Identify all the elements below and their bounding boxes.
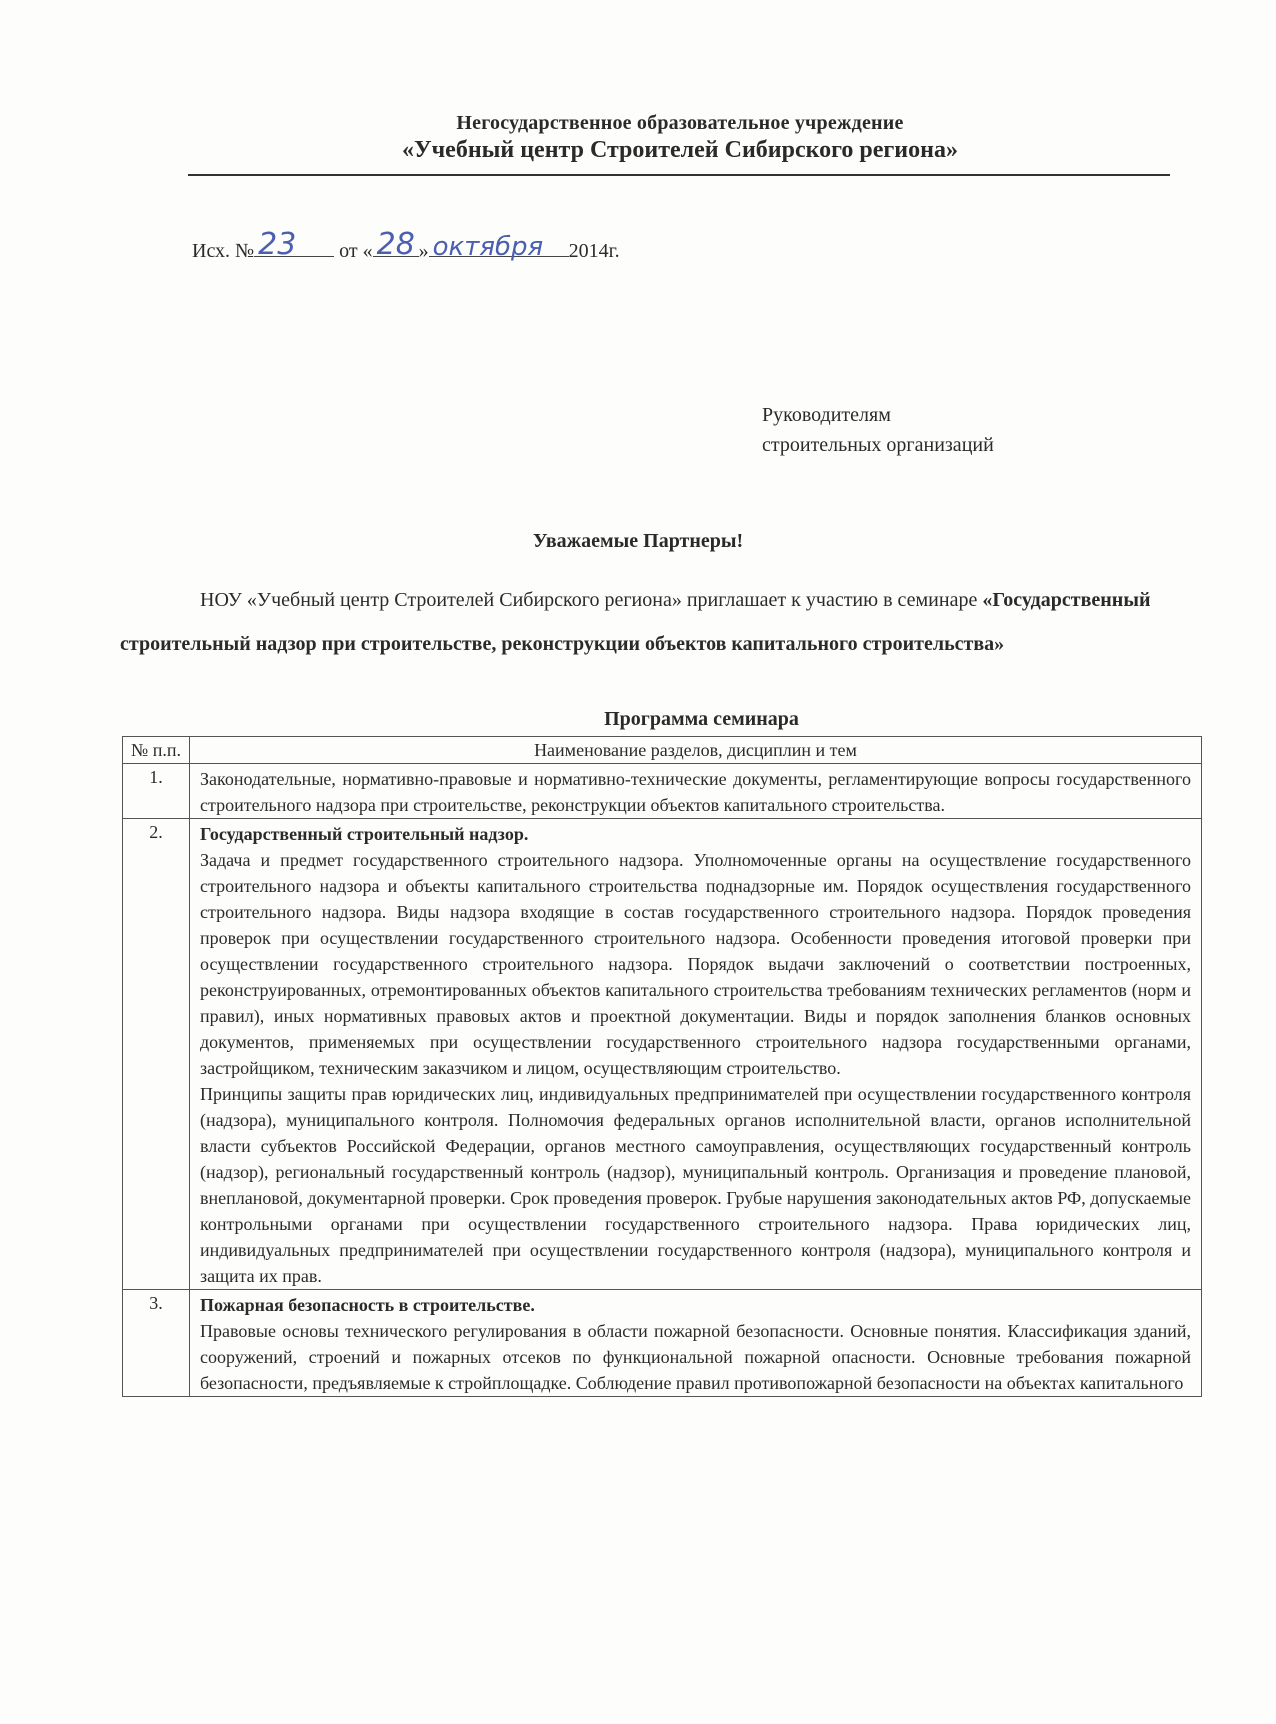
section-paragraph: Задача и предмет государственного строительного надзора. Уполномоченные органы на осуществление государственного строительного надзора и объекты капитального строительства поднадзорные им. Порядок осуществления государственного строительного надзора. Виды надзора входящие в состав государственного строительного надзора. Порядок проведения проверок при осуществлении государственного строительного надзора. Особенности проведения итоговой проверки при осуществлении государственного строительного надзора. Порядок выдачи заключений о соответствии построенных, реконструированных, отремонтированных объектов капитального строительства требованиям технических регламентов (норм и правил), иных нормативных правовых актов и проектной документации. Виды и порядок заполнения бланков основных документов, применяемых при осуществлении государственного строительного надзора государственными органами, застройщиком, техническим заказчиком и лицом, осуществляющим строительство. [200,850,1191,1078]
outgoing-number: 23 [258,227,297,262]
org-name: «Учебный центр Строителей Сибирского региона» [402,137,958,163]
program-table-header [123,737,1202,764]
intro-text: НОУ «Учебный центр Строителей Сибирского региона» приглашает к участию в семинаре [200,589,978,611]
date-month: октября [432,232,544,262]
program-title: Программа семинара [604,708,799,730]
intro-paragraph [120,578,1180,666]
date-from-label: от « [339,240,373,262]
row-content [190,819,1202,1290]
column-header-name: Наименование разделов, дисциплин и тем [190,737,1202,764]
addressee-line-1: Руководителям [762,404,891,426]
date-close-quote: » [418,240,429,262]
table-row [123,764,1202,819]
outgoing-reference [192,227,620,263]
section-title: Пожарная безопасность в строительстве. [200,1295,535,1315]
greeting: Уважаемые Партнеры! [532,530,744,552]
date-year: 2014г. [568,240,620,262]
row-number: 1. [123,764,190,819]
addressee-line-2: строительных организаций [762,434,994,456]
table-row [123,1290,1202,1397]
outgoing-number-field [254,227,334,262]
letterhead-divider [188,174,1170,176]
section-title: Государственный строительный надзор. [200,824,529,844]
program-table [122,736,1202,1397]
section-paragraph: Правовые основы технического регулирования в области пожарной безопасности. Основные понятия. Классификация зданий, сооружений, строений и пожарных отсеков по функциональной пожарной опасности. Основные требования пожарной безопасности, предъявляемые к стройплощадке. Соблюдение правил противопожарной безопасности на объектах капитального [200,1321,1191,1393]
column-header-number: № п.п. [123,737,190,764]
org-type: Негосударственное образовательное учреждение [456,112,904,134]
seminar-title: «Государственный строительный надзор при строительстве, реконструкции объектов капитального строительства» [120,589,1151,655]
section-paragraph: Законодательные, нормативно-правовые и нормативно-технические документы, регламентирующие вопросы государственного строительного надзора при строительстве, реконструкции объектов капитального строительства. [200,769,1191,815]
row-number: 2. [123,819,190,1290]
section-paragraph: Принципы защиты прав юридических лиц, индивидуальных предпринимателей при осуществлении государственного контроля (надзора), муниципального контроля. Полномочия федеральных органов исполнительной власти, органов исполнительной власти субъектов Российской Федерации, органов местного самоуправления, осуществляющих государственный контроль (надзор), региональный государственный контроль (надзор), муниципальный контроль. Организация и проведение плановой, внеплановой, документарной проверки. Срок проведения проверок. Грубые нарушения законодательных актов РФ, допускаемые контрольными органами при осуществлении государственного строительного надзора. Права юридических лиц, индивидуальных предпринимателей при осуществлении государственного контроля (надзора), муниципального контроля и защита их прав. [200,1084,1191,1286]
date-day: 28 [376,227,415,262]
outgoing-prefix: Исх. № [192,240,255,262]
row-number: 3. [123,1290,190,1397]
addressee [762,400,994,460]
row-content [190,1290,1202,1397]
date-month-field [429,232,569,262]
row-content [190,764,1202,819]
table-row [123,819,1202,1290]
letterhead [190,112,1170,164]
date-day-field [373,227,419,262]
